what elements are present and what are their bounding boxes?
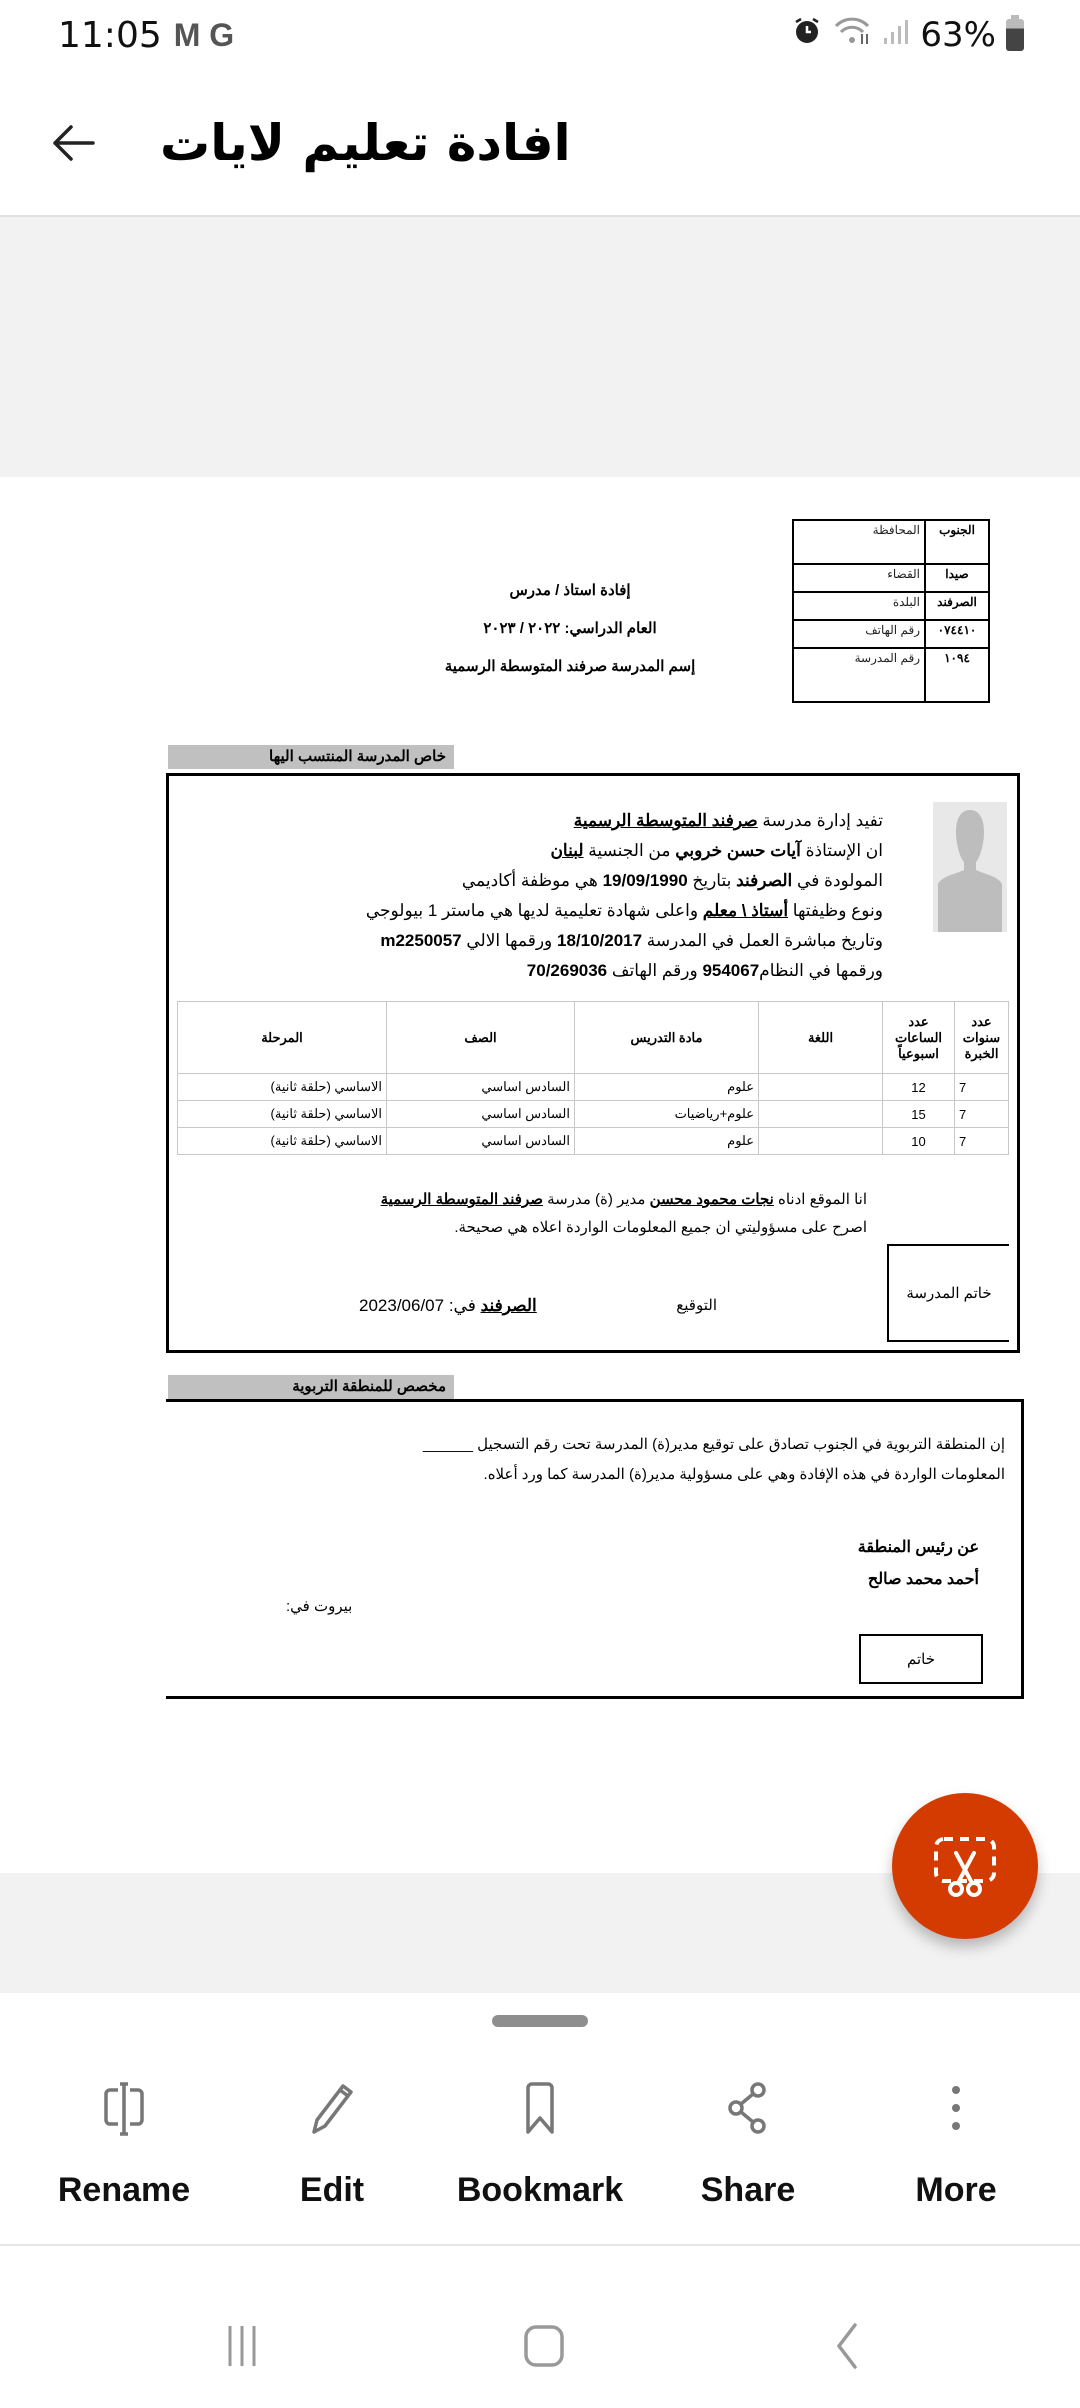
- region-section-box: [166, 1399, 1024, 1699]
- bookmark-icon: [505, 2073, 575, 2143]
- home-icon: [522, 2324, 566, 2368]
- arrow-left-icon: [49, 119, 97, 167]
- teacher-name: آيات حسن خروبي: [675, 841, 801, 860]
- document-date: 2023/06/07: [359, 1296, 445, 1315]
- place-date: الصرفند في: 2023/06/07: [359, 1296, 537, 1315]
- bottom-sheet: [0, 1993, 1080, 2243]
- more-button[interactable]: More: [852, 2073, 1060, 2210]
- notification-icons: M G: [173, 16, 235, 53]
- rename-icon: [89, 2073, 159, 2143]
- alarm-icon: [792, 15, 822, 55]
- more-vertical-icon: [921, 2073, 991, 2143]
- info-label: رقم المدرسة: [793, 648, 925, 702]
- col-header: الصف: [387, 1002, 575, 1074]
- info-label: البلدة: [793, 592, 925, 620]
- sheet-drag-handle[interactable]: [492, 2015, 588, 2027]
- nav-back-icon: [831, 2323, 861, 2369]
- info-table: [792, 519, 990, 703]
- table-row: 7 15 علوم+رياضيات السادس اساسي الاساسي (حلقة ثانية): [178, 1101, 1009, 1128]
- phone-number: 70/269036: [526, 961, 608, 980]
- recents-icon: [222, 2324, 262, 2368]
- info-label: المحافظة: [793, 520, 925, 564]
- home-button[interactable]: [514, 2321, 574, 2371]
- table-row: 7 10 علوم السادس اساسي الاساسي (حلقة ثانية): [178, 1128, 1009, 1155]
- birth-date: 19/09/1990: [602, 871, 688, 890]
- heading-line: إسم المدرسة صرفند المتوسطة الرسمية: [444, 658, 696, 675]
- table-row: 7 12 علوم السادس اساسي الاساسي (حلقة ثانية): [178, 1074, 1009, 1101]
- nav-back-button[interactable]: [816, 2321, 876, 2371]
- teaching-table: [177, 1001, 1009, 1155]
- section-tag-school: خاص المدرسة المنتسب اليها: [168, 745, 454, 769]
- battery-icon: [1006, 19, 1024, 51]
- heading-line: العام الدراسي: ٢٠٢٢ / ٢٠٢٣: [483, 620, 657, 637]
- principal-name: نجات محمود محسن: [649, 1191, 774, 1208]
- screenshot-crop-icon: [930, 1831, 1000, 1901]
- person-photo-placeholder: [933, 802, 1007, 932]
- info-value: الجنوب: [925, 520, 989, 564]
- info-value: ٠٧٤٤١٠: [925, 620, 989, 648]
- region-stamp-box: خاتم: [859, 1634, 983, 1684]
- auto-number: m2250057: [380, 931, 462, 950]
- start-date: 18/10/2017: [556, 931, 643, 950]
- recents-button[interactable]: [212, 2321, 272, 2371]
- region-head: عن رئيس المنطقة أحمد محمد صالح: [857, 1539, 979, 1588]
- wifi-icon: [832, 15, 872, 55]
- heading-line: إفادة استاذ / مدرس: [509, 582, 631, 599]
- status-bar: [0, 0, 1080, 70]
- beirut-label: بيروت في:: [286, 1598, 353, 1615]
- status-time: 11:05: [58, 14, 162, 56]
- school-name: صرفند المتوسطة الرسمية: [573, 811, 758, 830]
- battery-percent: 63%: [920, 15, 996, 55]
- teacher-info-paragraph: تفيد إدارة مدرسة صرفند المتوسطة الرسمية ان الإستاذة آيات حسن خروبي من الجنسية لبنان المولودة في الصرفند بتاريخ 19/09/1990 هي موظفة أكاديمي ونوع وظيفتها أستاذ \ معلم واعلى شهادة تعليمية لديها هي ماستر 1 بيولوجي وتاريخ مباشرة العمل في المدرسة 18/10/2017 ورقمها الالي m2250057 ورقمها في النظام954067 ورقم الهاتف 70/269036: [365, 811, 883, 980]
- system-nav-bar: [0, 2244, 1080, 2408]
- info-value: صيدا: [925, 564, 989, 592]
- bookmark-button[interactable]: Bookmark: [436, 2073, 644, 2210]
- region-paragraph: إن المنطقة التربوية في الجنوب تصادق على توقيع مدير(ة) المدرسة تحت رقم التسجيل ______ المعلومات الواردة في هذه الإفادة وهي على مسؤولية مدير(ة) المدرسة كما ورد أعلاه.: [422, 1436, 1005, 1483]
- col-header: مادة التدريس: [575, 1002, 759, 1074]
- col-header: المرحلة: [178, 1002, 387, 1074]
- info-label: القضاء: [793, 564, 925, 592]
- page-title: افادة تعليم لايات: [160, 113, 571, 172]
- nationality: لبنان: [550, 841, 584, 860]
- col-header: اللغة: [759, 1002, 883, 1074]
- principal-declaration: انا الموقع ادناه نجات محمود محسن مدير (ة) مدرسة صرفند المتوسطة الرسمية اصرح على مسؤوليتي ان جميع المعلومات الواردة اعلاه هي صحيحة.: [380, 1191, 867, 1236]
- signal-icon: [882, 15, 910, 55]
- signature-label: التوقيع: [676, 1297, 717, 1314]
- edit-button[interactable]: Edit: [228, 2073, 436, 2210]
- info-value: الصرفند: [925, 592, 989, 620]
- col-header: عدد سنوات الخبرة: [955, 1002, 1009, 1074]
- back-button[interactable]: [48, 118, 98, 168]
- school-section-box: [166, 773, 1020, 1353]
- rename-button[interactable]: Rename: [20, 2073, 228, 2210]
- share-icon: [713, 2073, 783, 2143]
- col-header: عدد الساعات اسبوعياً: [883, 1002, 955, 1074]
- info-label: رقم الهاتف: [793, 620, 925, 648]
- job-type: أستاذ \ معلم: [702, 901, 789, 920]
- school-stamp-box: خاتم المدرسة: [887, 1244, 1009, 1342]
- system-number: 954067: [702, 961, 760, 980]
- document-page: [0, 477, 1080, 1873]
- section-tag-region: مخصص للمنطقة التربوية: [168, 1375, 454, 1399]
- document-heading: [420, 572, 720, 686]
- screenshot-crop-button[interactable]: [892, 1793, 1038, 1939]
- info-value: ١٠٩٤: [925, 648, 989, 702]
- pencil-icon: [297, 2073, 367, 2143]
- document-viewer[interactable]: [0, 217, 1080, 1993]
- share-button[interactable]: Share: [644, 2073, 852, 2210]
- app-bar: [0, 70, 1080, 217]
